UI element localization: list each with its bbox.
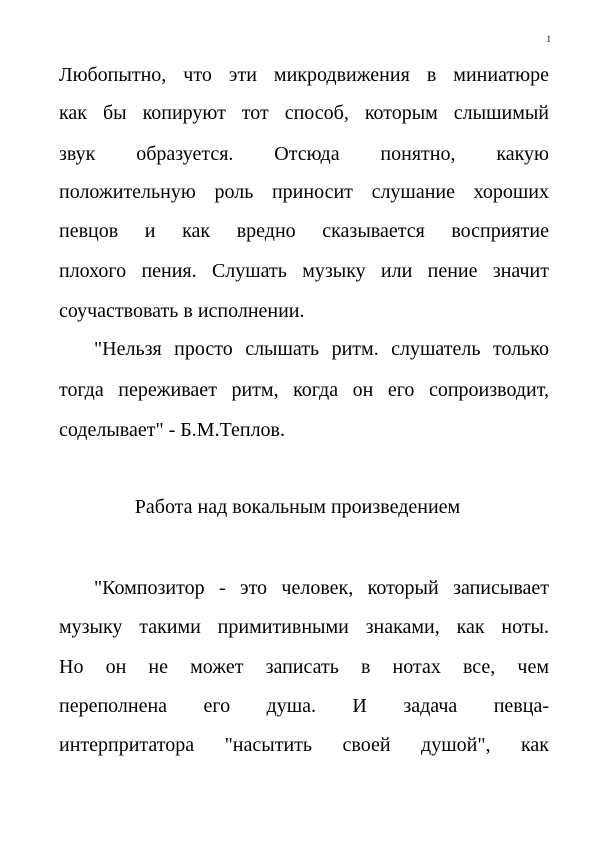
text-line: тогда переживает ритм, когда он его сопроизводит,: [59, 379, 549, 401]
text-line: Любопытно, что эти микродвижения в миниатюре: [59, 64, 549, 86]
text-line: положительную роль приносит слушание хороших: [59, 181, 549, 203]
text-line: музыку такими примитивными знаками, как ноты.: [59, 616, 549, 638]
text-line: интерпритатора "насытить своей душой", как: [59, 734, 549, 756]
section-heading: Работа над вокальным произведением: [134, 496, 461, 518]
text-line: Но он не может записать в нотах все, чем: [59, 656, 549, 678]
text-line: "Композитор - это человек, который записывает: [94, 577, 549, 599]
text-line: соучаствовать в исполнении.: [59, 300, 305, 322]
text-line: соделывает" - Б.М.Теплов.: [59, 419, 285, 441]
page-number: 1: [546, 34, 551, 44]
text-line: переполнена его душа. И задача певца-: [59, 695, 549, 717]
text-line: звук образуется. Отсюда понятно, какую: [59, 143, 549, 165]
text-line: "Нельзя просто слышать ритм. слушатель только: [94, 338, 549, 360]
text-line: как бы копируют тот способ, которым слышимый: [59, 102, 549, 124]
text-line: певцов и как вредно сказывается восприятие: [59, 220, 549, 242]
text-line: плохого пения. Слушать музыку или пение значит: [59, 260, 549, 282]
